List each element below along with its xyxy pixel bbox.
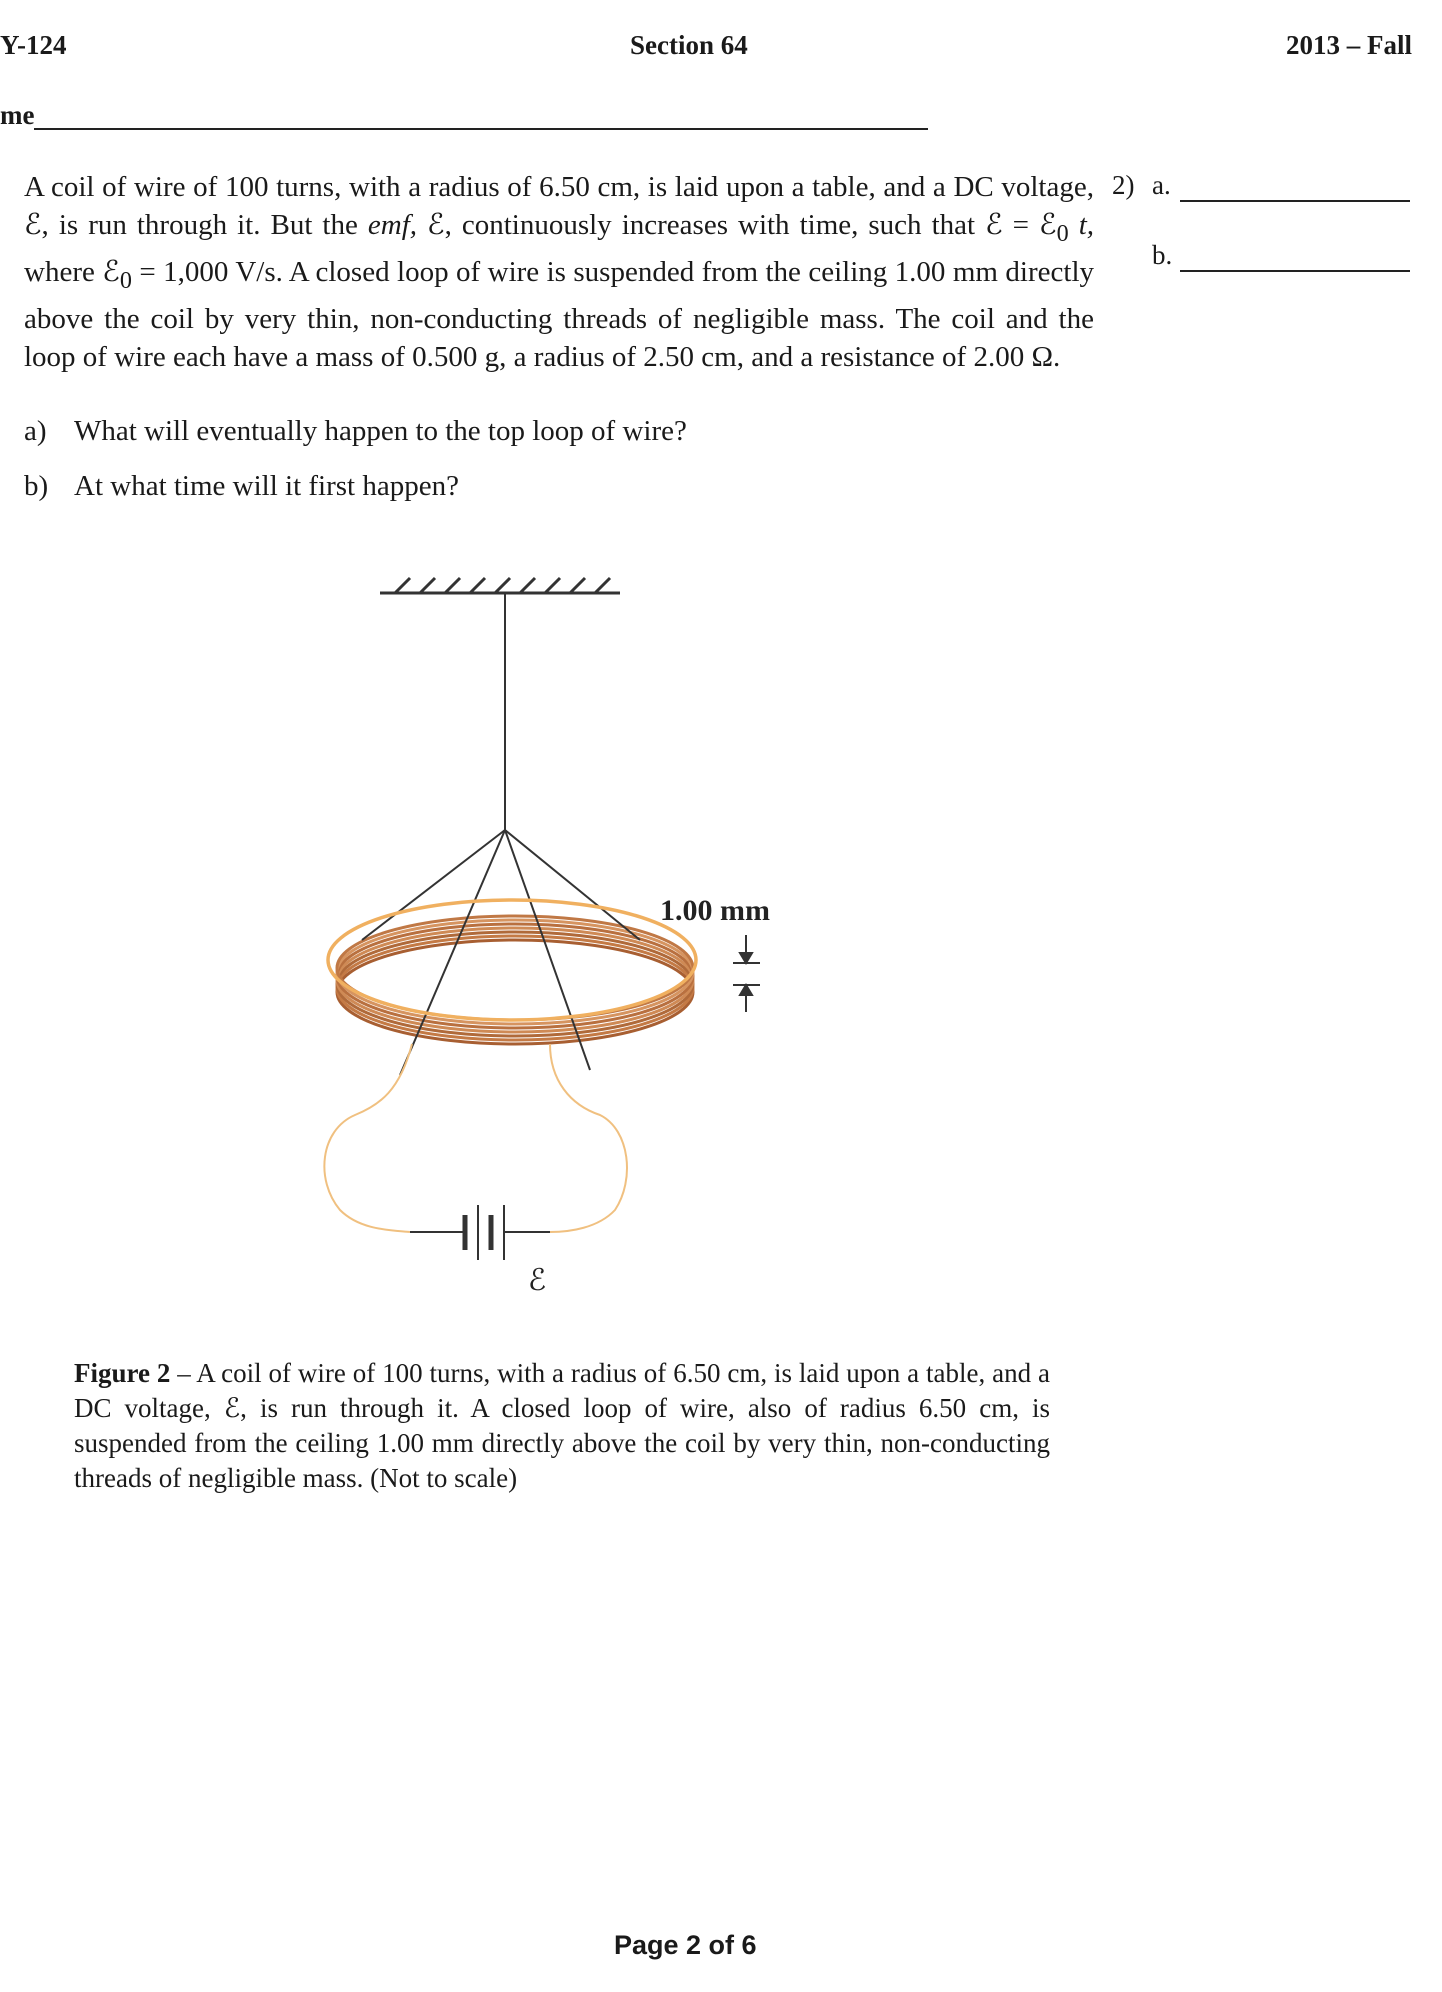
question-number: 2) xyxy=(1112,170,1135,200)
name-field[interactable] xyxy=(34,128,928,130)
part-b-label: b) xyxy=(24,470,49,502)
problem-text-4: = 1,000 V/s. A closed loop of wire is suspended from the ceiling 1.00 mm directly above the coil by very thin, non-conducting threads of negligible mass. The coil and the loop of wire each have a mass of 0.500 g, a radius of 2.50 cm, and a resistance of 2.00 Ω. xyxy=(24,255,1095,373)
battery-leads xyxy=(324,1044,627,1232)
emf-symbol: ℰ xyxy=(528,1264,547,1297)
term-label: 2013 – Fall xyxy=(1286,30,1412,60)
ceiling xyxy=(380,578,620,593)
part-a xyxy=(24,415,687,448)
answer-b-field[interactable] xyxy=(1180,270,1410,272)
suspended-wire-loop xyxy=(328,900,696,1020)
problem-text-2: ℰ, continuously increases with time, such that ℰ = ℰ xyxy=(417,209,1057,241)
answer-a-field[interactable] xyxy=(1180,200,1410,202)
subscript-zero-a: 0 xyxy=(1056,219,1069,247)
battery-icon xyxy=(410,1205,550,1260)
gap-label: 1.00 mm xyxy=(660,894,770,927)
gap-indicator xyxy=(733,935,760,1012)
subscript-zero-b: 0 xyxy=(119,266,132,294)
part-b-text: At what time will it first happen? xyxy=(74,470,459,502)
caption-text: – A coil of wire of 100 turns, with a radius of 6.50 cm, is laid upon a table, and a DC voltage, ℰ, is run through it. A closed loop of wire, also of radius 6.50 cm, is suspended from the ceiling 1.00 mm directly above the coil by very thin, non-conducting threads of negligible mass. (Not to scale) xyxy=(74,1358,1050,1493)
caption-title: Figure 2 xyxy=(74,1358,171,1388)
answer-b-label: b. xyxy=(1152,240,1173,270)
part-a-text: What will eventually happen to the top loop of wire? xyxy=(74,415,687,447)
coil-of-wire xyxy=(337,916,693,1044)
problem-statement xyxy=(24,168,1094,376)
part-b xyxy=(24,470,459,503)
problem-text-1: A coil of wire of 100 turns, with a radius of 6.50 cm, is laid upon a table, and a DC voltage, ℰ, is run through it. But the xyxy=(24,171,1094,241)
problem-text-3: where ℰ xyxy=(24,255,120,288)
answer-a-label: a. xyxy=(1152,170,1171,200)
course-code: Y-124 xyxy=(0,30,67,60)
figure-caption xyxy=(74,1356,1050,1496)
figure-coil-diagram xyxy=(300,560,860,1340)
section-label: Section 64 xyxy=(630,30,748,60)
name-label: me xyxy=(0,100,35,130)
time-variable: t, xyxy=(1068,209,1095,241)
emf-term: emf, xyxy=(367,209,417,241)
part-a-label: a) xyxy=(24,415,47,447)
page-number: Page 2 of 6 xyxy=(614,1930,757,1960)
